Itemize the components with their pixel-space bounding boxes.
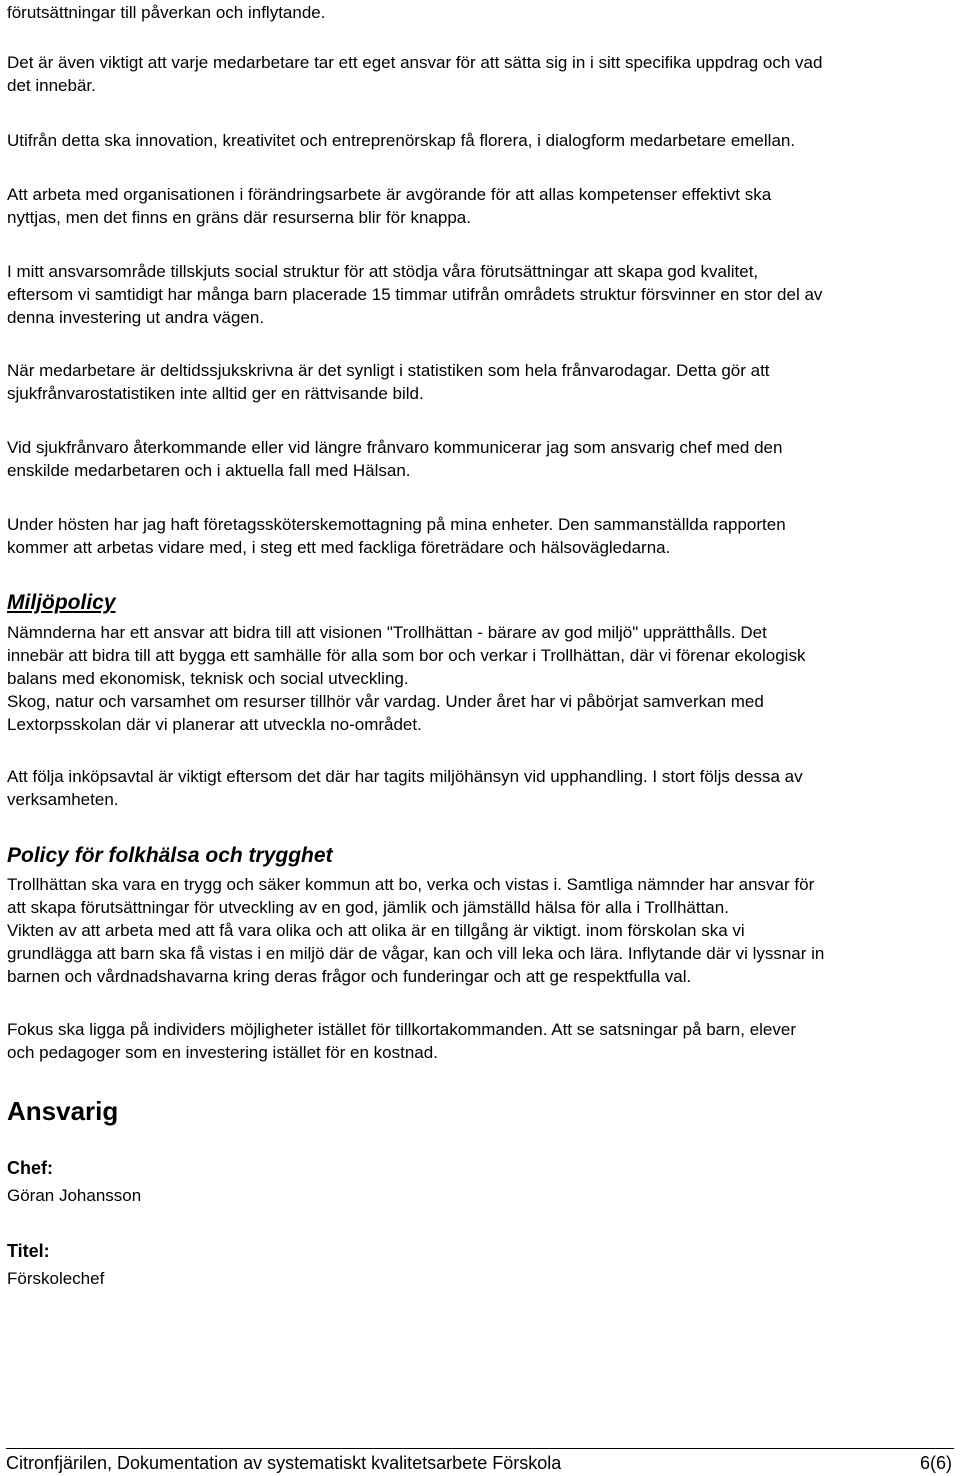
paragraph [7,513,786,559]
text-line: Att följa inköpsavtal är viktigt eftersom det där har tagits miljöhänsyn vid upphandling. I stort följs dessa av [7,767,803,786]
paragraph [7,183,771,229]
text-line: Lextorpsskolan där vi planerar att utveckla no-området. [7,715,422,734]
chef-label: Chef: [7,1158,53,1178]
text-line: denna investering ut andra vägen. [7,308,265,327]
text-line: Utifrån detta ska innovation, kreativitet och entreprenörskap få florera, i dialogform medarbetare emellan. [7,131,796,150]
text-line: Att arbeta med organisationen i förändringsarbete är avgörande för att allas kompetenser effektivt ska [7,185,772,204]
text-line: balans med ekonomisk, teknisk och social utveckling. [7,669,409,688]
text-line: Trollhättan ska vara en trygg och säker kommun att bo, verka och vistas i. Samtliga nämnder har ansvar för [7,875,815,894]
text-line: innebär att bidra till att bygga ett samhälle för alla som bor och verkar i Trollhättan, där vi förenar ekologisk [7,646,806,665]
text-line: Vikten av att arbeta med att få vara olika och att olika är en tillgång är viktigt. inom förskolan ska vi [7,921,745,940]
section-heading-folkhalsa: Policy för folkhälsa och trygghet [7,844,333,867]
text-line: kommer att arbetas vidare med, i steg ett med fackliga företrädare och hälsovägledarna. [7,538,671,557]
text-line: enskilde medarbetaren och i aktuella fall med Hälsan. [7,461,411,480]
titel-label: Titel: [7,1241,50,1261]
footer-page-number: 6(6) [919,1453,952,1473]
paragraph [7,436,782,482]
paragraph [7,1,325,24]
text-line: att skapa förutsättningar för utveckling av en god, jämlik och jämställd hälsa för alla i Trollhättan. [7,898,729,917]
text-line: Under hösten har jag haft företagssköterskemottagning på mina enheter. Den sammanställda rapporten [7,515,786,534]
paragraph [7,359,770,405]
text-line: Det är även viktigt att varje medarbetare tar ett eget ansvar för att sätta sig in i sitt specifika uppdrag och vad [7,53,823,72]
paragraph [7,1018,796,1064]
text-line: Vid sjukfrånvaro återkommande eller vid längre frånvaro kommunicerar jag som ansvarig chef med den [7,438,783,457]
section-heading-miljopolicy: Miljöpolicy [7,591,116,614]
text-line: Fokus ska ligga på individers möjligheter istället för tillkortakommanden. Att se satsningar på barn, elever [7,1020,796,1039]
text-line: I mitt ansvarsområde tillskjuts social struktur för att stödja våra förutsättningar att skapa god kvalitet, [7,262,759,281]
text-line: och pedagoger som en investering istället för en kostnad. [7,1043,438,1062]
text-line: sjukfrånvarostatistiken inte alltid ger en rättvisande bild. [7,384,424,403]
section-heading-ansvarig: Ansvarig [7,1096,119,1126]
paragraph [7,129,795,152]
text-line: förutsättningar till påverkan och inflytande. [7,3,326,22]
text-line: barnen och vårdnadshavarna kring deras frågor och funderingar och att ge respektfulla val. [7,967,692,986]
text-line: grundlägga att barn ska få vistas i en miljö där de vågar, kan och vill leka och lära. Inflytande där vi lyssnar in [7,944,825,963]
text-line: Nämnderna har ett ansvar att bidra till att visionen "Trollhättan - bärare av god miljö" upprätthålls. Det [7,623,767,642]
paragraph [7,873,824,988]
chef-value: Göran Johansson [7,1186,142,1205]
paragraph [7,51,822,97]
paragraph [7,765,803,811]
text-line: Skog, natur och varsamhet om resurser tillhör vår vardag. Under året har vi påbörjat samverkan med [7,692,764,711]
text-line: nyttjas, men det finns en gräns där resurserna blir för knappa. [7,208,471,227]
page-footer [6,1448,954,1475]
footer-document-title: Citronfjärilen, Dokumentation av systematiskt kvalitetsarbete Förskola [6,1453,562,1473]
text-line: eftersom vi samtidigt har många barn placerade 15 timmar utifrån områdets struktur försvinner en stor del av [7,285,823,304]
paragraph [7,621,805,736]
paragraph [7,260,822,329]
titel-value: Förskolechef [7,1269,105,1288]
text-line: det innebär. [7,76,96,95]
text-line: verksamheten. [7,790,119,809]
text-line: När medarbetare är deltidssjukskrivna är det synligt i statistiken som hela frånvarodagar. Detta gör att [7,361,770,380]
